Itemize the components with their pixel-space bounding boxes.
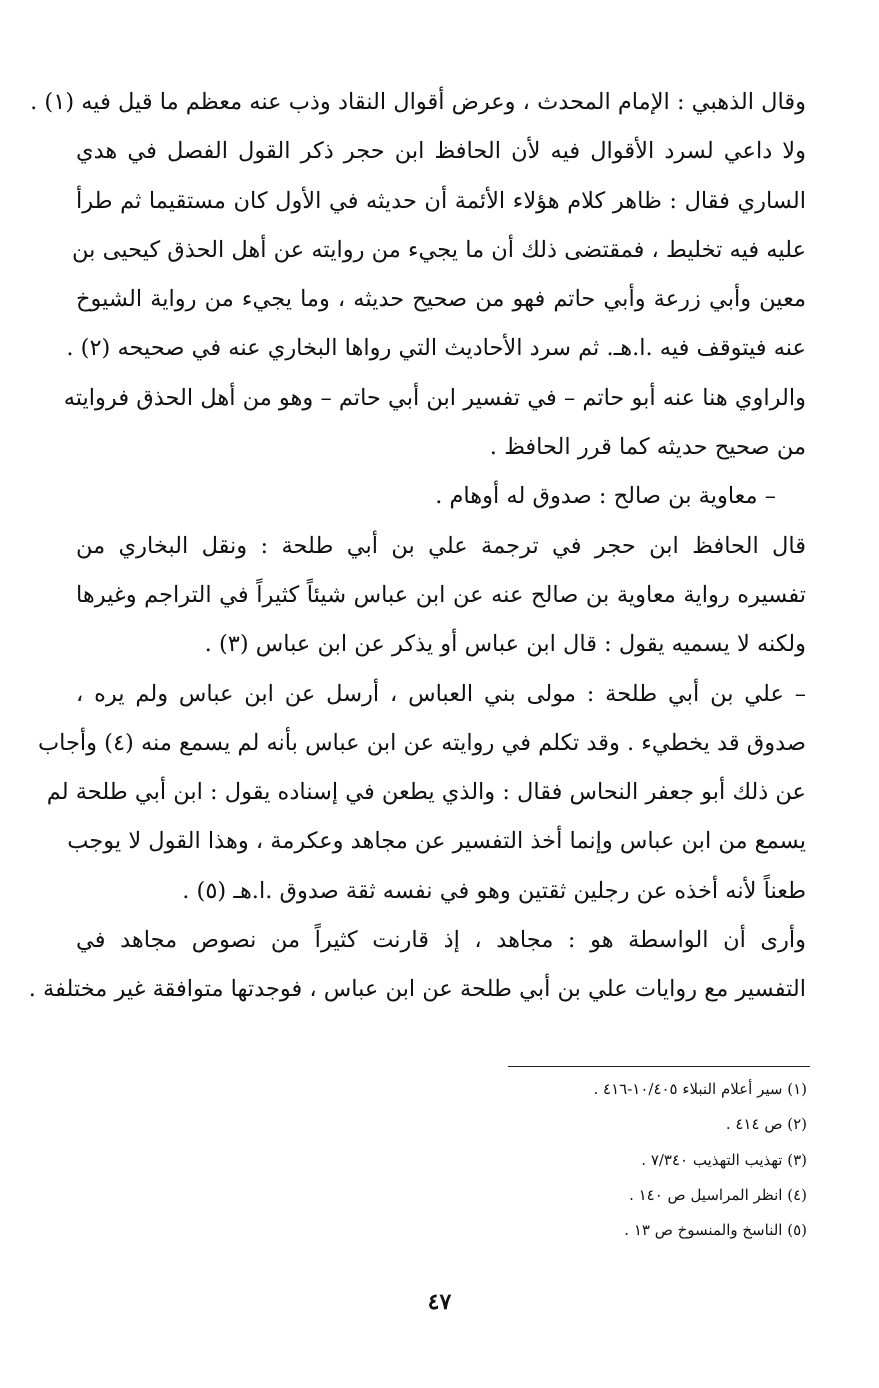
page-number: ٤٧ xyxy=(427,1289,452,1315)
footnote-divider xyxy=(508,1066,810,1067)
text-line: من صحيح حديثه كما قرر الحافظ . xyxy=(489,434,806,461)
text-line: صدوق قد يخطيء . وقد تكلم في روايته عن ابن عباس بأنه لم يسمع منه (٤) وأجاب xyxy=(37,729,806,756)
text-line: وأرى أن الواسطة هو : مجاهد ، إذ قارنت كثيراً من نصوص مجاهد في xyxy=(76,927,806,954)
text-line: الساري فقال : ظاهر كلام هؤلاء الأئمة أن حديثه في الأول كان مستقيما ثم طرأ xyxy=(76,187,806,214)
footnote: (٣) تهذيب التهذيب ٧/٣٤٠ . xyxy=(641,1150,807,1169)
text-line: يسمع من ابن عباس وإنما أخذ التفسير عن مجاهد وعكرمة ، وهذا القول لا يوجب xyxy=(67,828,806,855)
text-line: عن ذلك أبو جعفر النحاس فقال : والذي يطعن في إسناده يقول : ابن أبي طلحة لم xyxy=(46,779,806,806)
text-line: عليه فيه تخليط ، فمقتضى ذلك أن ما يجيء من روايته عن أهل الحذق كيحيى بن xyxy=(72,236,806,263)
footnotes xyxy=(347,1072,807,1248)
text-line: معين وأبي زرعة وأبي حاتم فهو من صحيح حديثه ، وما يجيء من رواية الشيوخ xyxy=(76,286,806,313)
text-line: عنه فيتوقف فيه .ا.هـ. ثم سرد الأحاديث التي رواها البخاري عنه في صحيحه (٢) . xyxy=(66,335,806,362)
footnote: (٤) انظر المراسيل ص ١٤٠ . xyxy=(629,1185,807,1204)
main-text xyxy=(28,78,806,1015)
text-line: طعناً لأنه أخذه عن رجلين ثقتين وهو في نفسه ثقة صدوق .ا.هـ (٥) . xyxy=(182,877,806,904)
text-line: قال الحافظ ابن حجر في ترجمة علي بن أبي طلحة : ونقل البخاري من xyxy=(76,532,806,559)
text-line: التفسير مع روايات علي بن أبي طلحة عن ابن عباس ، فوجدتها متوافقة غير مختلفة . xyxy=(28,976,806,1003)
text-line: وقال الذهبي : الإمام المحدث ، وعرض أقوال النقاد وذب عنه معظم ما قيل فيه (١) . xyxy=(30,89,806,115)
footnote: (٥) الناسخ والمنسوخ ص ١٣ . xyxy=(624,1221,807,1240)
text-line: والراوي هنا عنه أبو حاتم – في تفسير ابن أبي حاتم – وهو من أهل الحذق فروايته xyxy=(63,384,806,411)
text-line: ولا داعي لسرد الأقوال فيه لأن الحافظ ابن حجر ذكر القول الفصل في هدي xyxy=(76,138,806,165)
text-line: تفسيره رواية معاوية بن صالح عنه عن ابن عباس شيئاً كثيراً في التراجم وغيرها xyxy=(76,581,806,608)
footnote: (٢) ص ٤١٤ . xyxy=(725,1115,807,1134)
footnote: (١) سير أعلام النبلاء ١٠/٤٠٥-٤١٦ . xyxy=(593,1080,807,1098)
text-line: – معاوية بن صالح : صدوق له أوهام . xyxy=(435,483,776,510)
text-line: ولكنه لا يسميه يقول : قال ابن عباس أو يذكر عن ابن عباس (٣) . xyxy=(204,631,806,658)
text-line: – علي بن أبي طلحة : مولى بني العباس ، أرسل عن ابن عباس ولم يره ، xyxy=(76,680,806,707)
